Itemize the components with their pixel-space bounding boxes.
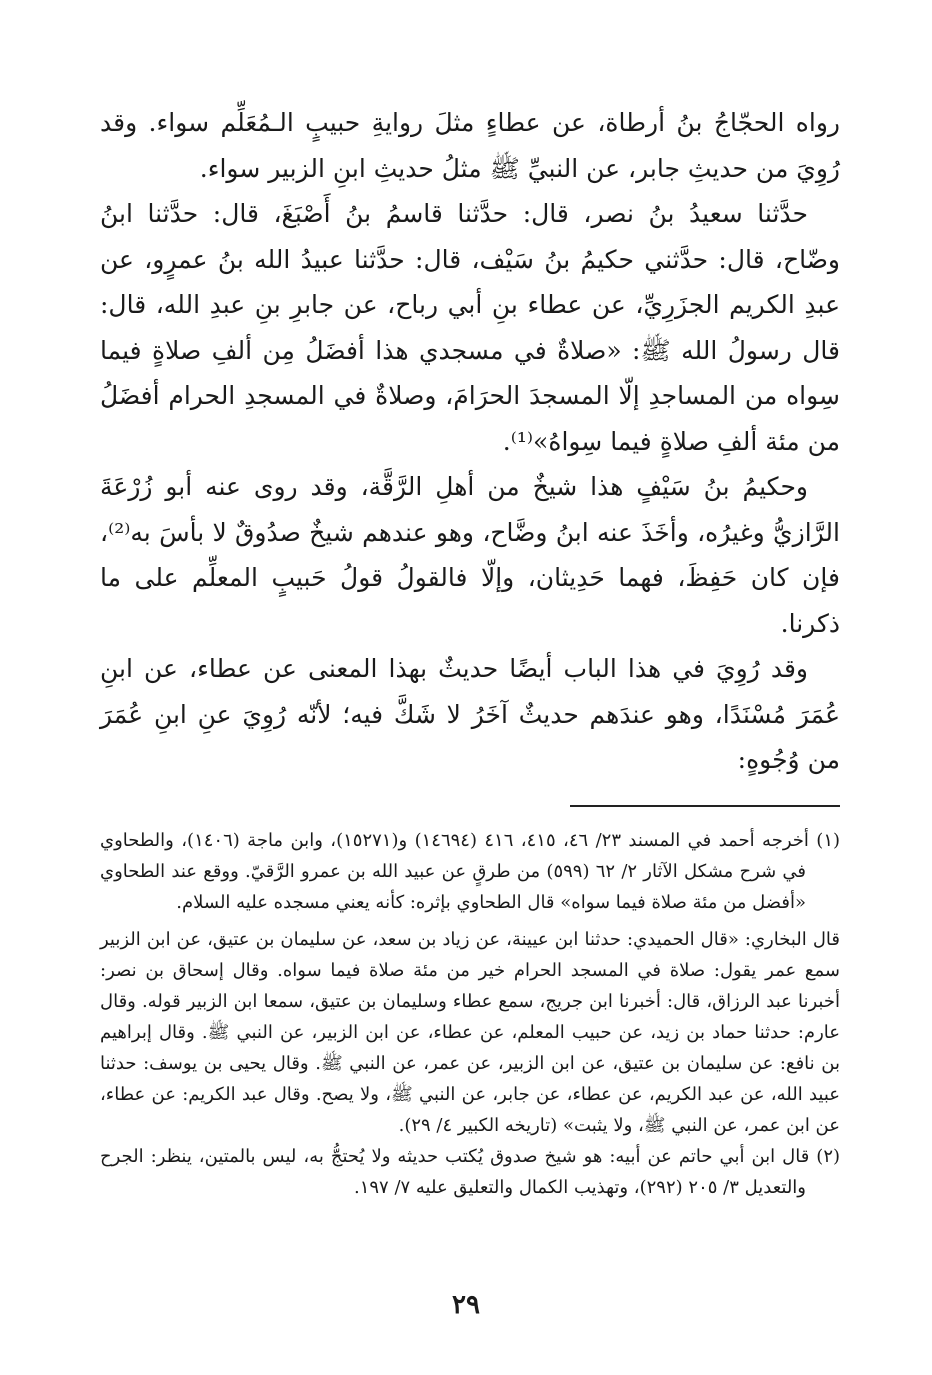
page-number: ٢٩: [452, 1290, 480, 1320]
paragraph: حدَّثنا سعيدُ بنُ نصر، قال: حدَّثنا قاسمُ بنُ أَصْبَغَ، قال: حدَّثنا ابنُ وضّاح، قال: حدَّثني حكيمُ بنُ سَيْف، قال: حدَّثنا عبيدُ الله بنُ عمرٍو، عن عبدِ الكريم الجزَرِيِّ، عن عطاء بنِ أبي رباح، عن جابرِ بنِ عبدِ الله، قال: قال رسولُ الله ﷺ: «صلاةٌ في مسجدي هذا أفضَلُ مِن ألفِ صلاةٍ فيما سِواه من المساجدِ إلّا المسجدَ الحرَامَ، وصلاةٌ في المسجدِ الحرام أفضَلُ من مئة ألفِ صلاةٍ فيما سِواهُ»⁽¹⁾.: [100, 199, 840, 456]
footnote-1-continuation: قال البخاري: «قال الحميدي: حدثنا ابن عيينة، عن زياد بن سعد، عن سليمان بن عتيق، عن ابن الزبير سمع عمر يقول: صلاة في المسجد الحرام خير من مئة صلاة فيما سواه. وقال إسحاق بن نصر: أخبرنا عبد الرزاق، قال: أخبرنا ابن جريج، سمع عطاء وسليمان بن عتيق، سمعا ابن الزبير قوله. وقال عارم: حدثنا حماد بن زيد، عن حبيب المعلم، عن عطاء، عن ابن الزبير، عن النبي ﷺ. وقال إبراهيم بن نافع: عن سليمان بن عتيق، عن ابن الزبير، عن عمر، عن النبي ﷺ. وقال يحيى بن يوسف: حدثنا عبيد الله، عن عبد الكريم، عن عطاء، عن جابر، عن النبي ﷺ، ولا يصح. وقال عبد الكريم: عن عطاء، عن ابن عمر، عن النبي ﷺ، ولا يثبت» (تاريخه الكبير ٤/ ٢٩).: [100, 928, 840, 1136]
footnotes: [100, 825, 840, 1203]
paragraph: وقد رُوِيَ في هذا الباب أيضًا حديثٌ بهذا المعنى عن عطاء، عن ابنِ عُمَرَ مُسْنَدًا، وهو عندَهم حديثٌ آخَرُ لا شَكَّ فيه؛ لأنّه رُوِيَ عنِ ابنِ عُمَرَ من وُجُوهٍ:: [100, 654, 840, 774]
footnote-1: (١) أخرجه أحمد في المسند ٢٣/ ٤٦، ٤١٥، ٤١٦ (١٤٦٩٤) و(١٥٢٧١)، وابن ماجة (١٤٠٦)، والطحاوي في شرح مشكل الآثار ٢/ ٦٢ (٥٩٩) من طرقٍ عن عبيد الله بن عمرو الرَّقيّ. ووقع عند الطحاوي «أفضل من مئة صلاة فيما سواه» قال الطحاوي بإثره: كأنه يعني مسجده عليه السلام.: [100, 829, 841, 913]
footnote-2: (٢) قال ابن أبي حاتم عن أبيه: هو شيخ صدوق يُكتب حديثه ولا يُحتجُّ به، ليس بالمتين، ينظر: الجرح والتعديل ٣/ ٢٠٥ (٢٩٢)، وتهذيب الكمال والتعليق عليه ٧/ ١٩٧.: [100, 1145, 841, 1198]
main-text: [100, 100, 840, 783]
paragraph: وحكيمُ بنُ سَيْفٍ هذا شيخٌ من أهلِ الرَّقَّة، وقد روى عنه أبو زُرْعَةَ الرَّازيُّ وغيرُه، وأخَذَ عنه ابنُ وضَّاح، وهو عندهم شيخٌ صدُوقٌ لا بأسَ به⁽²⁾، فإن كان حَفِظَ، فهما حَدِيثان، وإلّا فالقولُ قولُ حَبيبٍ المعلِّم على ما ذكرنا.: [100, 472, 840, 638]
paragraph: رواه الحجّاجُ بنُ أرطاة، عن عطاءٍ مثلَ روايةِ حبيبٍ الـمُعَلِّم سواء. وقد رُوِيَ من حديثِ جابر، عن النبيِّ ﷺ مثلُ حديثِ ابنِ الزبير سواء.: [100, 108, 840, 183]
footnote-separator: [570, 805, 840, 807]
page-body: [100, 100, 840, 1203]
